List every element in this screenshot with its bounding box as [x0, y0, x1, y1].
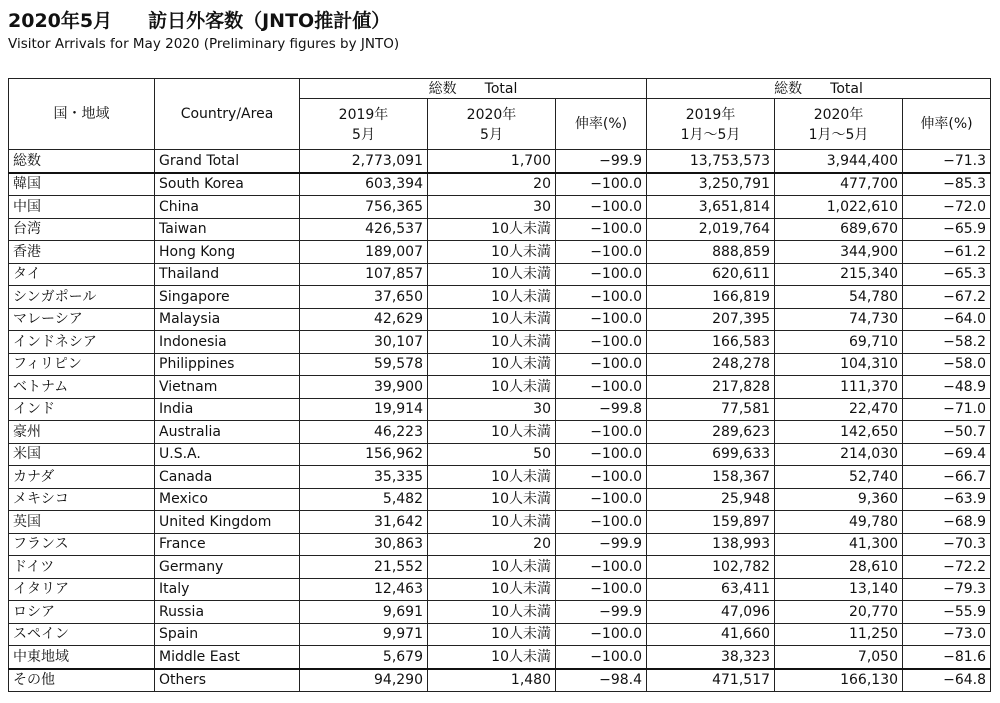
cell-growth-may: −100.0 [556, 218, 647, 241]
table-row [9, 443, 991, 466]
cell-ytd-2020: 41,300 [775, 533, 903, 556]
cell-may-2020: 10人未満 [428, 601, 556, 624]
cell-region-jp: 香港 [9, 241, 155, 264]
cell-may-2019: 5,679 [300, 646, 428, 669]
cell-ytd-2020: 49,780 [775, 511, 903, 534]
header-may-2020-year: 2020年 [466, 106, 517, 123]
table-row [9, 331, 991, 354]
cell-ytd-2020: 28,610 [775, 556, 903, 579]
cell-region-jp: ドイツ [9, 556, 155, 579]
cell-region-en: U.S.A. [155, 443, 300, 466]
cell-ytd-2019: 207,395 [647, 308, 775, 331]
cell-ytd-2020: 9,360 [775, 488, 903, 511]
cell-ytd-2020: 20,770 [775, 601, 903, 624]
cell-may-2020: 10人未満 [428, 466, 556, 489]
cell-region-jp: カナダ [9, 466, 155, 489]
cell-may-2020: 10人未満 [428, 353, 556, 376]
cell-ytd-2019: 38,323 [647, 646, 775, 669]
cell-growth-ytd: −72.2 [903, 556, 991, 579]
cell-region-jp: スペイン [9, 623, 155, 646]
cell-region-jp: メキシコ [9, 488, 155, 511]
cell-may-2020: 30 [428, 196, 556, 219]
cell-ytd-2020: 52,740 [775, 466, 903, 489]
cell-ytd-2019: 3,250,791 [647, 173, 775, 196]
cell-growth-ytd: −79.3 [903, 578, 991, 601]
table-row [9, 466, 991, 489]
cell-region-en: Others [155, 669, 300, 692]
cell-may-2020: 30 [428, 398, 556, 421]
cell-growth-ytd: −65.3 [903, 263, 991, 286]
table-row [9, 556, 991, 579]
cell-region-en: Malaysia [155, 308, 300, 331]
cell-ytd-2020: 11,250 [775, 623, 903, 646]
table-row [9, 376, 991, 399]
cell-ytd-2020: 344,900 [775, 241, 903, 264]
cell-growth-may: −100.0 [556, 443, 647, 466]
header-ytd-2019 [647, 99, 775, 150]
header-ytd-2019-year: 2019年 [685, 106, 736, 123]
cell-growth-may: −99.8 [556, 398, 647, 421]
cell-growth-may: −100.0 [556, 578, 647, 601]
cell-may-2019: 46,223 [300, 421, 428, 444]
cell-growth-ytd: −66.7 [903, 466, 991, 489]
cell-growth-ytd: −63.9 [903, 488, 991, 511]
table-row [9, 173, 991, 196]
cell-region-jp: 韓国 [9, 173, 155, 196]
header-ytd-2020 [775, 99, 903, 150]
cell-may-2019: 94,290 [300, 669, 428, 692]
table-row [9, 601, 991, 624]
cell-may-2019: 107,857 [300, 263, 428, 286]
cell-region-jp: フィリピン [9, 353, 155, 376]
cell-may-2020: 10人未満 [428, 376, 556, 399]
cell-growth-ytd: −71.3 [903, 150, 991, 173]
cell-ytd-2019: 166,819 [647, 286, 775, 309]
cell-growth-ytd: −70.3 [903, 533, 991, 556]
header-region-jp: 国・地域 [9, 79, 155, 150]
cell-growth-ytd: −72.0 [903, 196, 991, 219]
cell-ytd-2019: 217,828 [647, 376, 775, 399]
cell-ytd-2020: 13,140 [775, 578, 903, 601]
cell-growth-may: −100.0 [556, 556, 647, 579]
cell-may-2020: 10人未満 [428, 331, 556, 354]
title-period: 2020年5月 [8, 10, 113, 32]
cell-may-2019: 5,482 [300, 488, 428, 511]
cell-region-jp: 英国 [9, 511, 155, 534]
cell-region-en: France [155, 533, 300, 556]
cell-growth-may: −100.0 [556, 353, 647, 376]
cell-region-en: United Kingdom [155, 511, 300, 534]
cell-growth-may: −100.0 [556, 241, 647, 264]
cell-region-en: Australia [155, 421, 300, 444]
cell-region-jp: 総数 [9, 150, 155, 173]
table-row [9, 263, 991, 286]
cell-growth-ytd: −73.0 [903, 623, 991, 646]
cell-may-2020: 10人未満 [428, 488, 556, 511]
cell-may-2019: 42,629 [300, 308, 428, 331]
cell-ytd-2019: 620,611 [647, 263, 775, 286]
cell-region-jp: その他 [9, 669, 155, 692]
header-may-2020 [428, 99, 556, 150]
cell-region-en: Singapore [155, 286, 300, 309]
cell-region-en: Germany [155, 556, 300, 579]
cell-growth-may: −100.0 [556, 511, 647, 534]
cell-ytd-2019: 159,897 [647, 511, 775, 534]
cell-growth-ytd: −71.0 [903, 398, 991, 421]
cell-ytd-2020: 689,670 [775, 218, 903, 241]
cell-ytd-2020: 69,710 [775, 331, 903, 354]
table-row [9, 669, 991, 692]
cell-may-2019: 21,552 [300, 556, 428, 579]
cell-region-jp: 台湾 [9, 218, 155, 241]
cell-region-jp: フランス [9, 533, 155, 556]
cell-may-2020: 20 [428, 533, 556, 556]
cell-may-2020: 10人未満 [428, 646, 556, 669]
cell-growth-may: −100.0 [556, 173, 647, 196]
header-may-2019 [300, 99, 428, 150]
table-row [9, 421, 991, 444]
table-row-total [9, 150, 991, 173]
cell-growth-ytd: −64.0 [903, 308, 991, 331]
header-region-en: Country/Area [155, 79, 300, 150]
cell-may-2020: 10人未満 [428, 511, 556, 534]
table-row [9, 218, 991, 241]
cell-ytd-2019: 166,583 [647, 331, 775, 354]
cell-region-en: Spain [155, 623, 300, 646]
table-row [9, 623, 991, 646]
cell-ytd-2019: 471,517 [647, 669, 775, 692]
cell-region-en: Russia [155, 601, 300, 624]
cell-growth-may: −99.9 [556, 533, 647, 556]
cell-may-2020: 10人未満 [428, 578, 556, 601]
cell-region-en: Grand Total [155, 150, 300, 173]
cell-ytd-2019: 138,993 [647, 533, 775, 556]
cell-ytd-2019: 13,753,573 [647, 150, 775, 173]
cell-region-jp: 中国 [9, 196, 155, 219]
cell-ytd-2019: 41,660 [647, 623, 775, 646]
cell-growth-ytd: −61.2 [903, 241, 991, 264]
cell-ytd-2019: 77,581 [647, 398, 775, 421]
cell-may-2020: 1,700 [428, 150, 556, 173]
cell-ytd-2020: 142,650 [775, 421, 903, 444]
cell-growth-ytd: −48.9 [903, 376, 991, 399]
cell-ytd-2020: 477,700 [775, 173, 903, 196]
cell-growth-ytd: −85.3 [903, 173, 991, 196]
table-body [9, 150, 991, 692]
cell-growth-may: −100.0 [556, 196, 647, 219]
cell-region-en: Vietnam [155, 376, 300, 399]
cell-region-en: Philippines [155, 353, 300, 376]
cell-may-2020: 10人未満 [428, 241, 556, 264]
cell-growth-may: −98.4 [556, 669, 647, 692]
cell-region-en: India [155, 398, 300, 421]
cell-may-2019: 156,962 [300, 443, 428, 466]
cell-region-jp: インド [9, 398, 155, 421]
table-row [9, 308, 991, 331]
cell-region-jp: シンガポール [9, 286, 155, 309]
cell-growth-may: −100.0 [556, 263, 647, 286]
cell-may-2019: 59,578 [300, 353, 428, 376]
header-ytd-2020-month: 1月～5月 [808, 127, 869, 143]
table-row [9, 511, 991, 534]
cell-ytd-2020: 3,944,400 [775, 150, 903, 173]
cell-growth-ytd: −58.2 [903, 331, 991, 354]
table-row [9, 241, 991, 264]
cell-ytd-2020: 166,130 [775, 669, 903, 692]
cell-ytd-2020: 104,310 [775, 353, 903, 376]
cell-may-2020: 10人未満 [428, 556, 556, 579]
header-growth-may: 伸率(%) [556, 99, 647, 150]
cell-may-2019: 12,463 [300, 578, 428, 601]
cell-ytd-2020: 214,030 [775, 443, 903, 466]
table-row [9, 398, 991, 421]
cell-region-en: Mexico [155, 488, 300, 511]
cell-ytd-2019: 888,859 [647, 241, 775, 264]
cell-growth-may: −100.0 [556, 623, 647, 646]
cell-ytd-2019: 158,367 [647, 466, 775, 489]
cell-growth-may: −100.0 [556, 466, 647, 489]
cell-may-2020: 10人未満 [428, 623, 556, 646]
header-group-may: 総数 Total [300, 79, 647, 99]
cell-growth-ytd: −65.9 [903, 218, 991, 241]
cell-region-en: Hong Kong [155, 241, 300, 264]
cell-growth-ytd: −64.8 [903, 669, 991, 692]
cell-may-2020: 1,480 [428, 669, 556, 692]
cell-region-jp: ベトナム [9, 376, 155, 399]
cell-may-2019: 31,642 [300, 511, 428, 534]
cell-may-2019: 30,107 [300, 331, 428, 354]
cell-growth-may: −99.9 [556, 601, 647, 624]
cell-may-2020: 20 [428, 173, 556, 196]
cell-may-2020: 10人未満 [428, 421, 556, 444]
cell-may-2019: 2,773,091 [300, 150, 428, 173]
cell-may-2020: 10人未満 [428, 308, 556, 331]
cell-may-2019: 9,691 [300, 601, 428, 624]
table-row [9, 196, 991, 219]
cell-growth-ytd: −81.6 [903, 646, 991, 669]
cell-growth-ytd: −68.9 [903, 511, 991, 534]
cell-may-2020: 10人未満 [428, 218, 556, 241]
cell-ytd-2019: 699,633 [647, 443, 775, 466]
cell-ytd-2019: 248,278 [647, 353, 775, 376]
header-growth-ytd: 伸率(%) [903, 99, 991, 150]
cell-growth-ytd: −55.9 [903, 601, 991, 624]
table-row [9, 578, 991, 601]
cell-region-en: Indonesia [155, 331, 300, 354]
cell-region-jp: 豪州 [9, 421, 155, 444]
page-title [8, 6, 390, 33]
cell-ytd-2019: 25,948 [647, 488, 775, 511]
cell-ytd-2020: 111,370 [775, 376, 903, 399]
cell-region-en: Taiwan [155, 218, 300, 241]
table-row [9, 488, 991, 511]
cell-growth-may: −100.0 [556, 286, 647, 309]
header-may-2019-month: 5月 [352, 127, 375, 143]
cell-growth-may: −100.0 [556, 488, 647, 511]
cell-ytd-2019: 63,411 [647, 578, 775, 601]
cell-ytd-2020: 7,050 [775, 646, 903, 669]
cell-region-jp: ロシア [9, 601, 155, 624]
cell-ytd-2019: 3,651,814 [647, 196, 775, 219]
cell-ytd-2019: 47,096 [647, 601, 775, 624]
cell-region-jp: イタリア [9, 578, 155, 601]
cell-ytd-2020: 215,340 [775, 263, 903, 286]
cell-ytd-2020: 74,730 [775, 308, 903, 331]
header-ytd-2020-year: 2020年 [813, 106, 864, 123]
cell-growth-may: −99.9 [556, 150, 647, 173]
page-subtitle: Visitor Arrivals for May 2020 (Preliminary figures by JNTO) [8, 36, 400, 52]
cell-region-en: Thailand [155, 263, 300, 286]
cell-growth-may: −100.0 [556, 331, 647, 354]
cell-may-2020: 10人未満 [428, 263, 556, 286]
cell-may-2019: 39,900 [300, 376, 428, 399]
cell-growth-ytd: −67.2 [903, 286, 991, 309]
cell-region-jp: 米国 [9, 443, 155, 466]
cell-growth-may: −100.0 [556, 646, 647, 669]
cell-may-2019: 30,863 [300, 533, 428, 556]
cell-may-2020: 50 [428, 443, 556, 466]
cell-may-2019: 426,537 [300, 218, 428, 241]
cell-region-en: Canada [155, 466, 300, 489]
cell-ytd-2019: 102,782 [647, 556, 775, 579]
table-row [9, 646, 991, 669]
cell-growth-may: −100.0 [556, 421, 647, 444]
table-row [9, 533, 991, 556]
cell-region-en: Italy [155, 578, 300, 601]
header-may-2020-month: 5月 [480, 127, 503, 143]
cell-region-jp: タイ [9, 263, 155, 286]
table-row [9, 286, 991, 309]
cell-may-2020: 10人未満 [428, 286, 556, 309]
cell-may-2019: 19,914 [300, 398, 428, 421]
cell-may-2019: 603,394 [300, 173, 428, 196]
header-group-ytd: 総数 Total [647, 79, 991, 99]
cell-ytd-2019: 289,623 [647, 421, 775, 444]
cell-ytd-2019: 2,019,764 [647, 218, 775, 241]
cell-may-2019: 9,971 [300, 623, 428, 646]
cell-may-2019: 756,365 [300, 196, 428, 219]
header-ytd-2019-month: 1月～5月 [680, 127, 741, 143]
cell-growth-ytd: −58.0 [903, 353, 991, 376]
cell-region-en: China [155, 196, 300, 219]
cell-region-en: South Korea [155, 173, 300, 196]
title-heading: 訪日外客数（JNTO推計値） [148, 10, 391, 32]
cell-ytd-2020: 1,022,610 [775, 196, 903, 219]
cell-region-en: Middle East [155, 646, 300, 669]
visitor-arrivals-table [8, 78, 991, 692]
table-row [9, 353, 991, 376]
cell-growth-ytd: −50.7 [903, 421, 991, 444]
cell-region-jp: マレーシア [9, 308, 155, 331]
cell-region-jp: 中東地域 [9, 646, 155, 669]
cell-growth-may: −100.0 [556, 376, 647, 399]
cell-growth-may: −100.0 [556, 308, 647, 331]
cell-may-2019: 37,650 [300, 286, 428, 309]
header-may-2019-year: 2019年 [338, 106, 389, 123]
cell-may-2019: 35,335 [300, 466, 428, 489]
cell-region-jp: インドネシア [9, 331, 155, 354]
cell-may-2019: 189,007 [300, 241, 428, 264]
cell-ytd-2020: 54,780 [775, 286, 903, 309]
cell-ytd-2020: 22,470 [775, 398, 903, 421]
cell-growth-ytd: −69.4 [903, 443, 991, 466]
